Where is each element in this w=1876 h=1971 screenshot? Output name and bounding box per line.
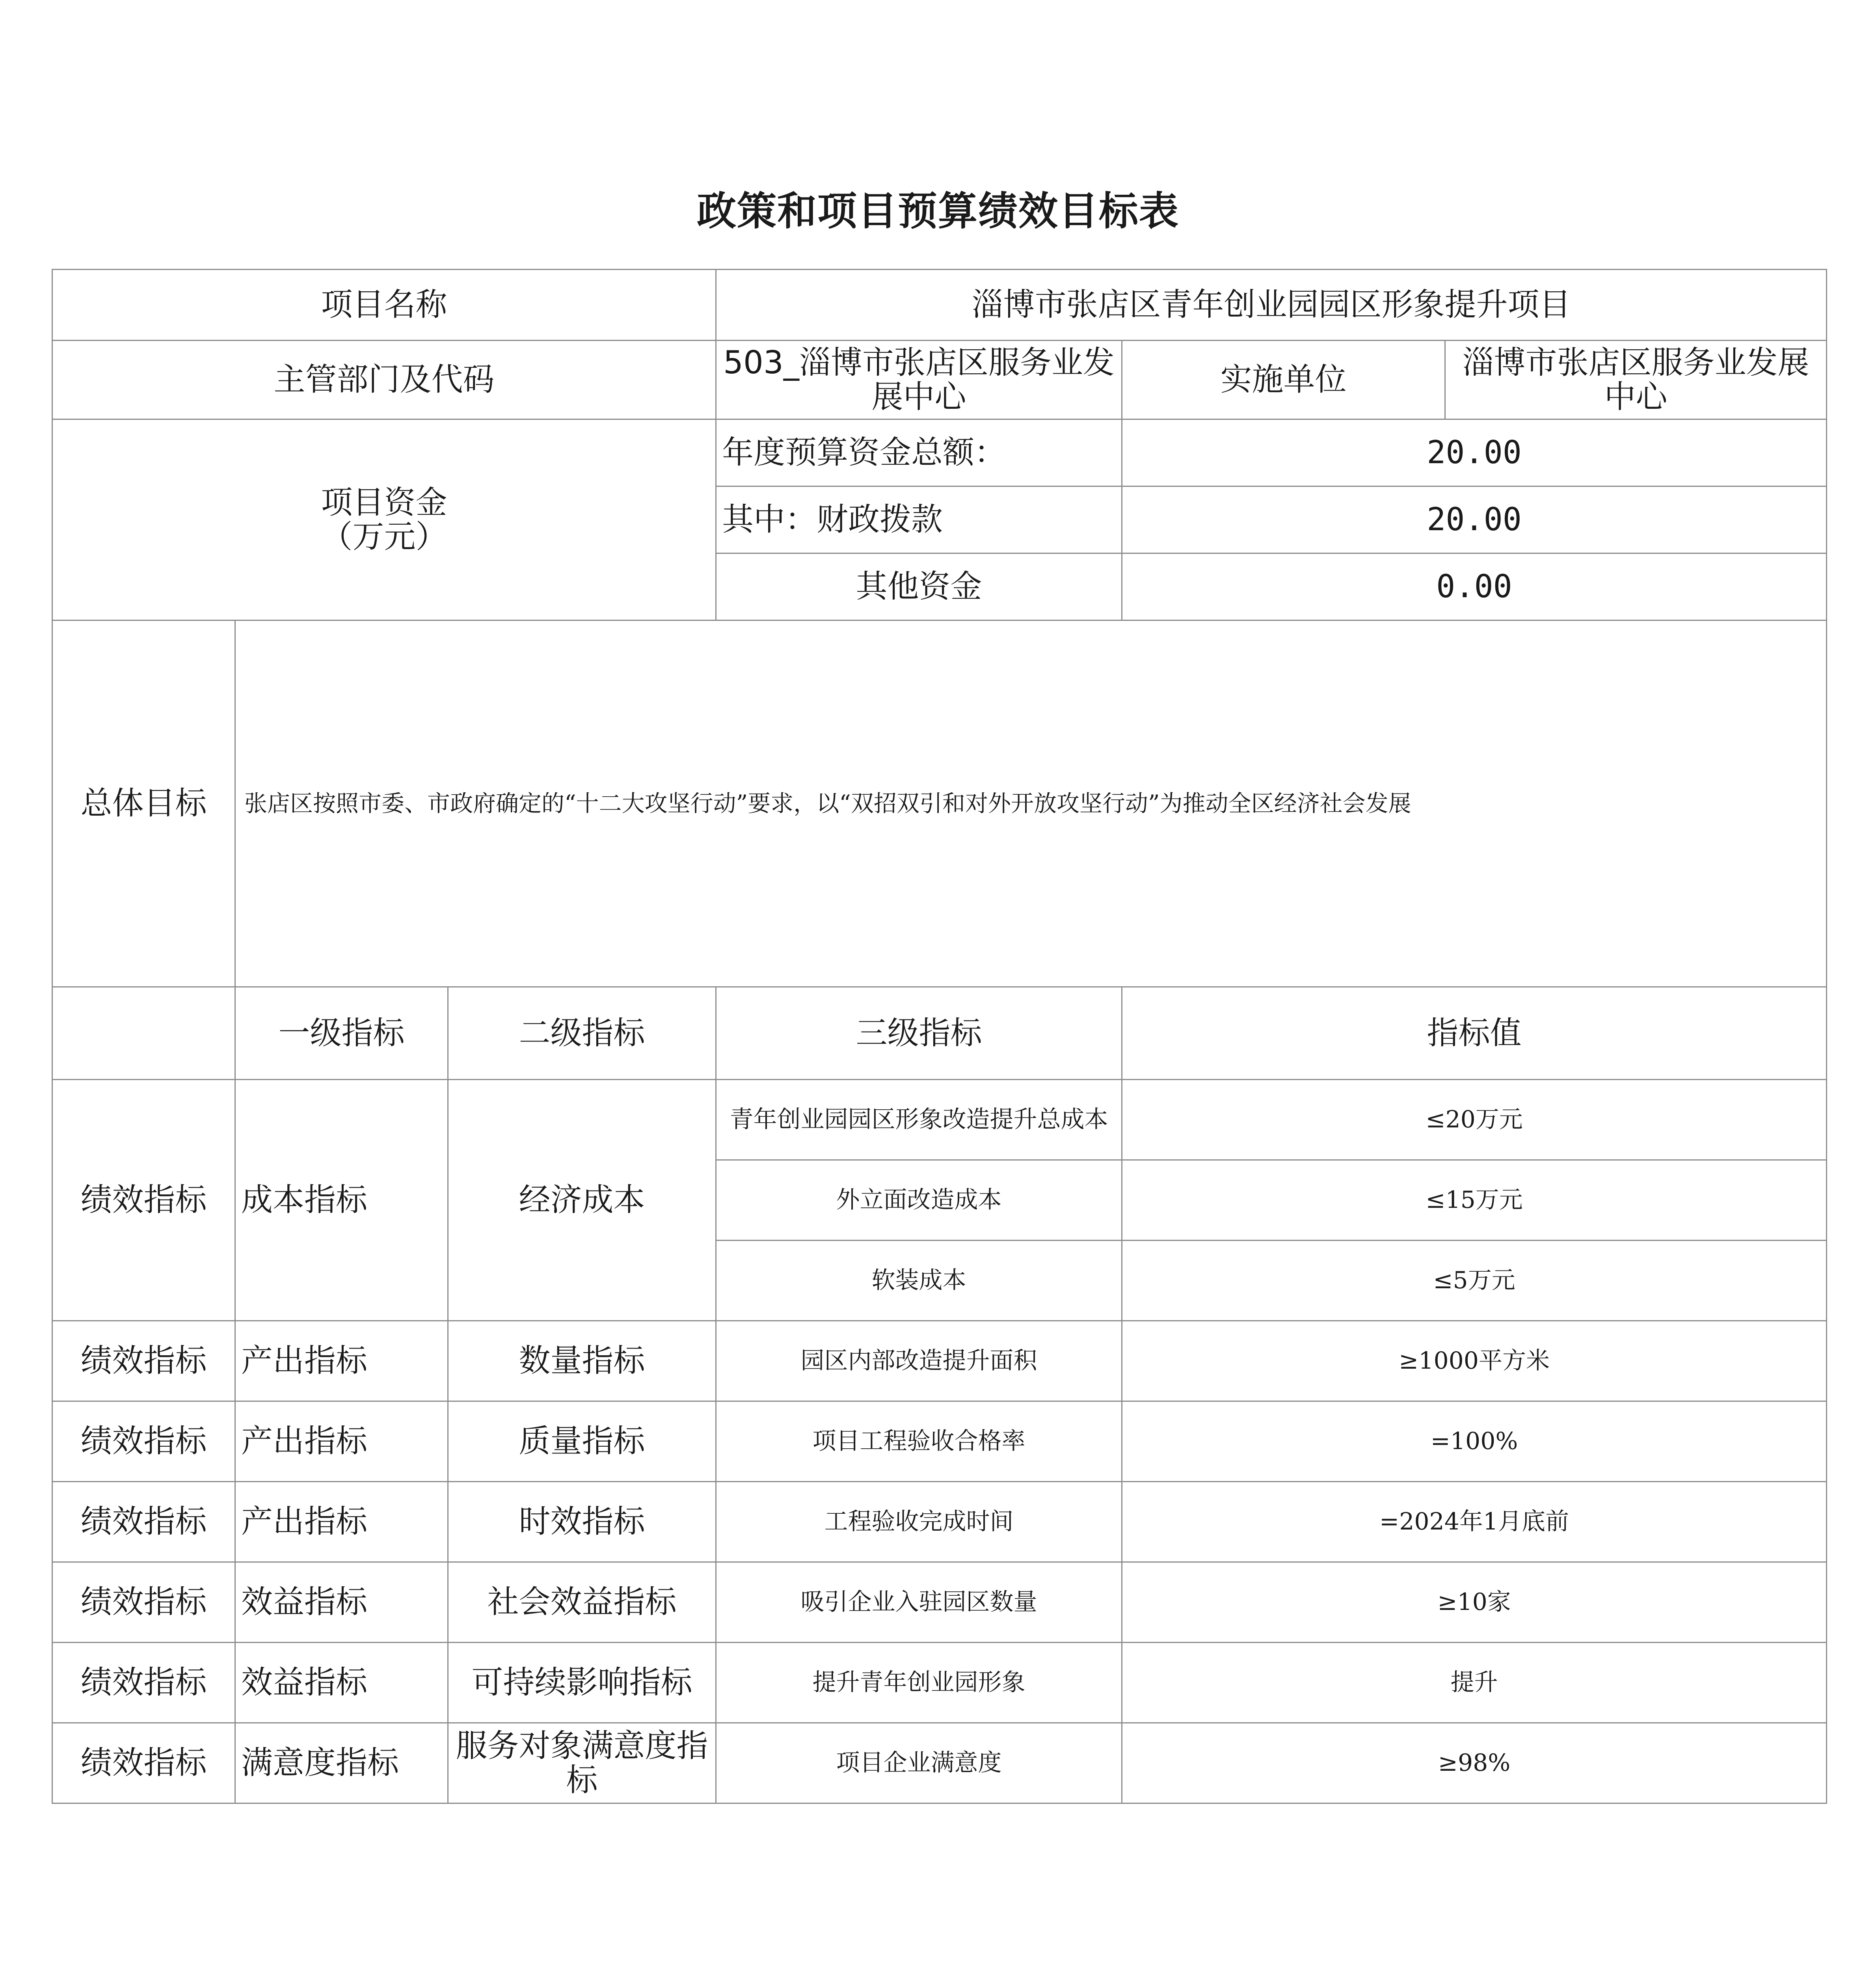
level2-header: 二级指标 — [448, 987, 716, 1080]
funds-fiscal-value: 20.00 — [1122, 486, 1827, 553]
dept-label: 主管部门及代码 — [52, 341, 716, 419]
table-row — [52, 1723, 1827, 1803]
indicator-value: ≥98% — [1122, 1723, 1827, 1803]
indicator-level1: 产出指标 — [235, 1321, 448, 1401]
empty-header-cell — [52, 987, 235, 1080]
indicator-level3: 青年创业园园区形象改造提升总成本 — [716, 1080, 1122, 1160]
indicator-level3: 软装成本 — [716, 1241, 1122, 1321]
indicator-value: =100% — [1122, 1401, 1827, 1482]
table-row — [52, 1643, 1827, 1723]
indicator-value: =2024年1月底前 — [1122, 1482, 1827, 1562]
table-row — [52, 1321, 1827, 1401]
department-row — [52, 341, 1827, 419]
indicator-category: 绩效指标 — [52, 1401, 235, 1482]
indicator-value: ≤5万元 — [1122, 1241, 1827, 1321]
funds-label-line1: 项目资金 — [321, 484, 447, 521]
indicator-level2: 质量指标 — [448, 1401, 716, 1482]
indicator-level1: 效益指标 — [235, 1643, 448, 1723]
indicator-level3: 外立面改造成本 — [716, 1160, 1122, 1241]
funds-fiscal-label: 其中：财政拨款 — [716, 486, 1122, 553]
funds-label — [52, 419, 716, 620]
level1-header: 一级指标 — [235, 987, 448, 1080]
project-name-value: 淄博市张店区青年创业园园区形象提升项目 — [716, 270, 1827, 341]
indicator-level1: 成本指标 — [235, 1080, 448, 1321]
indicator-level1: 效益指标 — [235, 1562, 448, 1643]
indicator-category: 绩效指标 — [52, 1080, 235, 1321]
funds-other-label: 其他资金 — [716, 553, 1122, 620]
indicator-value: ≤20万元 — [1122, 1080, 1827, 1160]
indicator-value: ≥1000平方米 — [1122, 1321, 1827, 1401]
funds-total-row — [52, 419, 1827, 486]
indicator-level1: 满意度指标 — [235, 1723, 448, 1803]
indicator-category: 绩效指标 — [52, 1482, 235, 1562]
indicator-level3: 项目企业满意度 — [716, 1723, 1122, 1803]
page-title: 政策和项目预算绩效目标表 — [697, 188, 1179, 234]
funds-label-line2: （万元） — [321, 518, 447, 555]
indicator-level2: 可持续影响指标 — [448, 1643, 716, 1723]
indicator-level3: 提升青年创业园形象 — [716, 1643, 1122, 1723]
table-row — [52, 1080, 1827, 1160]
indicator-value: ≥10家 — [1122, 1562, 1827, 1643]
table-row — [52, 1482, 1827, 1562]
indicator-level1: 产出指标 — [235, 1482, 448, 1562]
impl-label: 实施单位 — [1122, 341, 1445, 419]
funds-total-value: 20.00 — [1122, 419, 1827, 486]
indicator-level3: 工程验收完成时间 — [716, 1482, 1122, 1562]
indicator-value: 提升 — [1122, 1643, 1827, 1723]
indicator-level2: 服务对象满意度指标 — [448, 1723, 716, 1803]
overall-goal-row — [52, 620, 1827, 987]
table-row — [52, 1401, 1827, 1482]
indicator-level2: 经济成本 — [448, 1080, 716, 1321]
indicator-level1: 产出指标 — [235, 1401, 448, 1482]
impl-value: 淄博市张店区服务业发展中心 — [1445, 341, 1827, 419]
indicator-level3: 吸引企业入驻园区数量 — [716, 1562, 1122, 1643]
goal-text: 张店区按照市委、市政府确定的“十二大攻坚行动”要求，以“双招双引和对外开放攻坚行动”为推动全区经济社会发展 — [235, 620, 1827, 987]
indicator-level3: 项目工程验收合格率 — [716, 1401, 1122, 1482]
goal-label: 总体目标 — [52, 620, 235, 987]
indicator-category: 绩效指标 — [52, 1723, 235, 1803]
value-header: 指标值 — [1122, 987, 1827, 1080]
indicator-value: ≤15万元 — [1122, 1160, 1827, 1241]
project-name-row — [52, 270, 1827, 341]
level3-header: 三级指标 — [716, 987, 1122, 1080]
funds-total-label: 年度预算资金总额： — [716, 419, 1122, 486]
indicator-level2: 时效指标 — [448, 1482, 716, 1562]
performance-target-table — [52, 269, 1827, 1804]
indicator-category: 绩效指标 — [52, 1321, 235, 1401]
indicator-level2: 数量指标 — [448, 1321, 716, 1401]
dept-value: 503_淄博市张店区服务业发展中心 — [716, 341, 1122, 419]
table-row — [52, 1562, 1827, 1643]
project-name-label: 项目名称 — [52, 270, 716, 341]
indicator-category: 绩效指标 — [52, 1643, 235, 1723]
indicator-category: 绩效指标 — [52, 1562, 235, 1643]
indicator-level2: 社会效益指标 — [448, 1562, 716, 1643]
indicator-level3: 园区内部改造提升面积 — [716, 1321, 1122, 1401]
indicator-header-row — [52, 987, 1827, 1080]
funds-other-value: 0.00 — [1122, 553, 1827, 620]
